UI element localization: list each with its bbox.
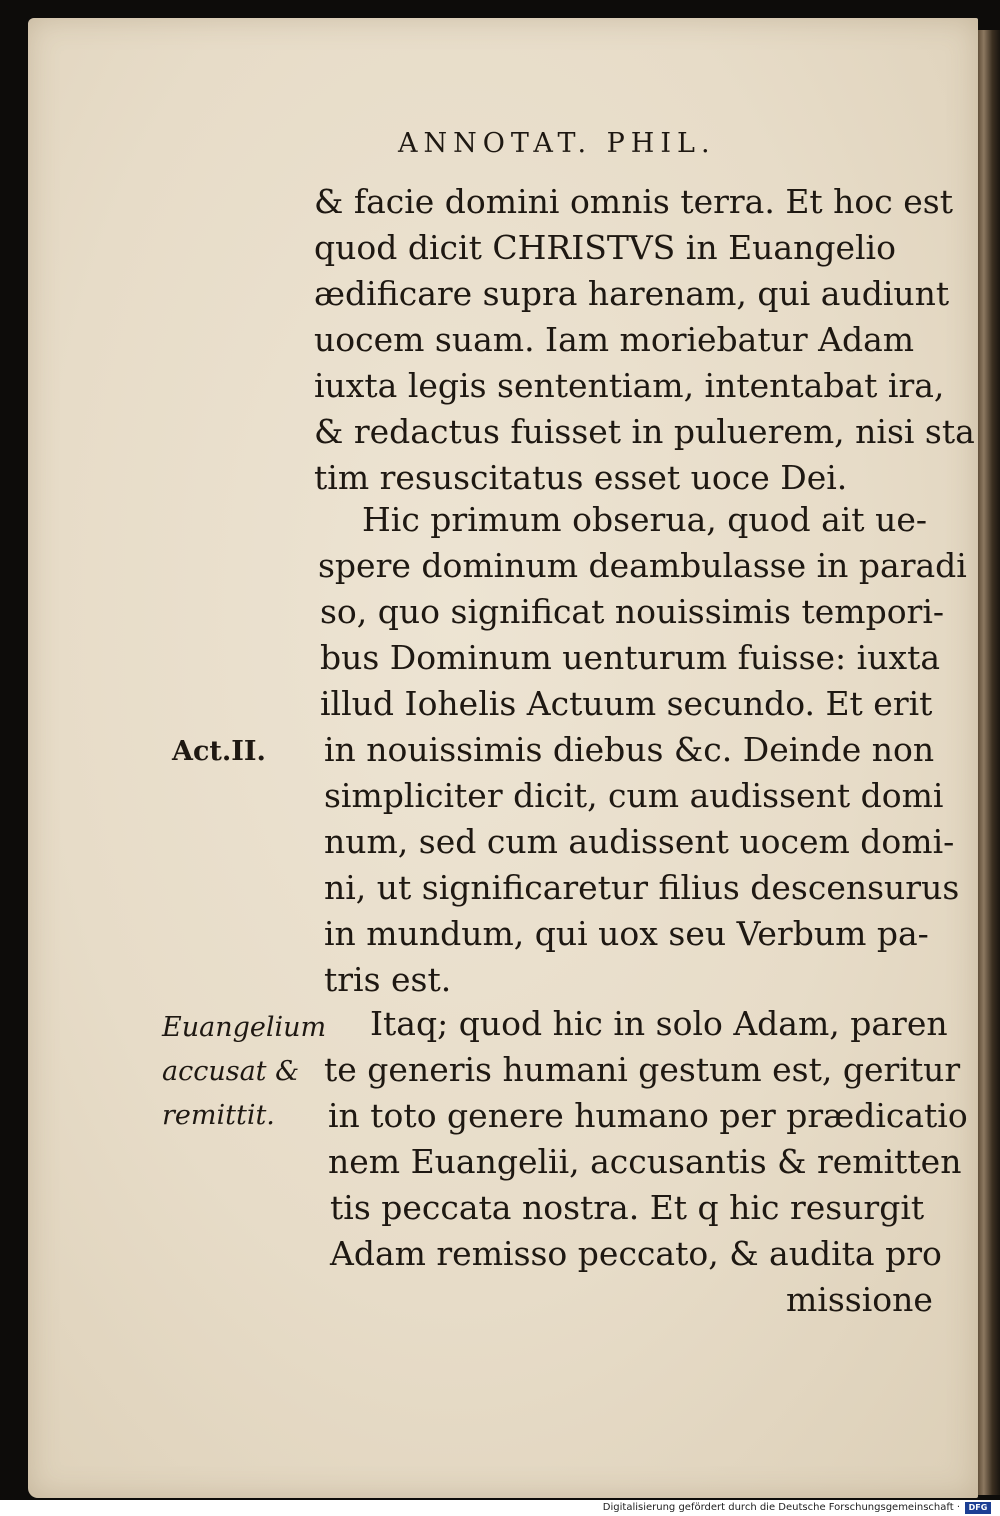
text-line: so, quo significat nouissimis tempori- xyxy=(320,592,945,631)
text-line: & facie domini omnis terra. Et hoc est xyxy=(314,182,953,221)
text-line: bus Dominum uenturum fuisse: iuxta xyxy=(320,638,941,677)
text-line: te generis humani gestum est, geritur xyxy=(324,1050,961,1089)
text-line: uocem suam. Iam moriebatur Adam xyxy=(314,320,915,359)
text-line: in mundum, qui uox seu Verbum pa- xyxy=(324,914,929,953)
margin-note-acts: Act.II. xyxy=(172,736,266,767)
text-line: Hic primum obserua, quod ait ue- xyxy=(362,500,927,539)
text-line: Adam remisso peccato, & audita pro xyxy=(330,1234,942,1273)
text-line: tis peccata nostra. Et q hic resurgit xyxy=(330,1188,925,1227)
text-line: illud Iohelis Actuum secundo. Et erit xyxy=(320,684,933,723)
margin-note-gospel-line: remittit. xyxy=(162,1100,275,1131)
book-edge xyxy=(975,30,1000,1495)
running-head: ANNOTAT. PHIL. xyxy=(398,128,716,159)
text-line: simpliciter dicit, cum audissent domi xyxy=(324,776,944,815)
text-line: spere dominum deambulasse in paradi xyxy=(318,546,967,585)
text-line: quod dicit CHRISTVS in Euangelio xyxy=(314,228,896,267)
text-line: missione xyxy=(786,1280,933,1319)
margin-note-gospel-line: Euangelium xyxy=(162,1012,327,1043)
text-line: ni, ut significaretur filius descensurus xyxy=(324,868,960,907)
text-line: Itaq; quod hic in solo Adam, paren xyxy=(370,1004,948,1043)
text-line: ædificare supra harenam, qui audiunt xyxy=(314,274,950,313)
margin-note-gospel-line: accusat & xyxy=(162,1056,300,1087)
dfg-logo: DFG xyxy=(965,1502,991,1514)
text-line: nem Euangelii, accusantis & remitten xyxy=(328,1142,962,1181)
text-line: tim resuscitatus esset uoce Dei. xyxy=(314,458,848,497)
text-line: & redactus fuisset in puluerem, nisi sta xyxy=(314,412,975,451)
text-line: in toto genere humano per prædicatio xyxy=(328,1096,968,1135)
text-line: tris est. xyxy=(324,960,452,999)
text-line: in nouissimis diebus &c. Deinde non xyxy=(324,730,935,769)
text-line: iuxta legis sententiam, intentabat ira, xyxy=(314,366,945,405)
text-line: num, sed cum audissent uocem domi- xyxy=(324,822,955,861)
footer-credit: Digitalisierung gefördert durch die Deutsche Forschungsgemeinschaft · xyxy=(602,1502,960,1513)
